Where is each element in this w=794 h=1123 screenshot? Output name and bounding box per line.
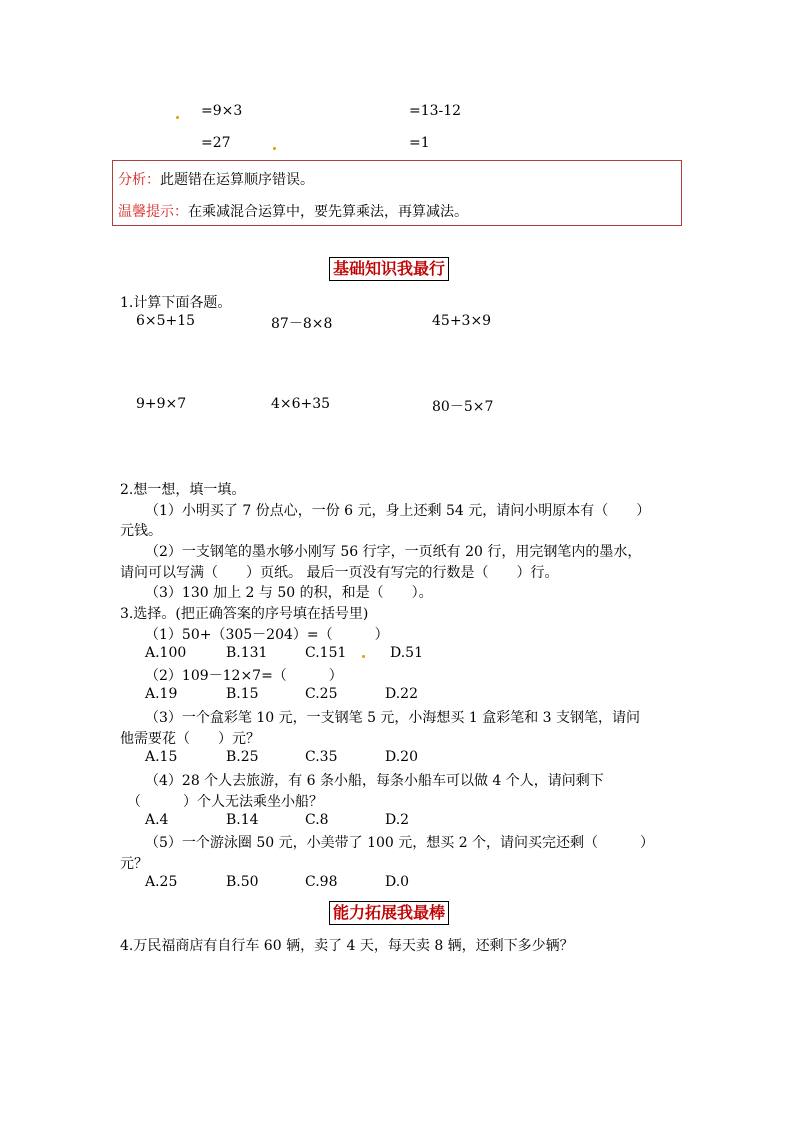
q3-option: C.8 <box>305 812 329 828</box>
decorative-dot <box>362 655 365 658</box>
q2-line: （1）小明买了 7 份点心，一份 6 元，身上还剩 54 元，请问小明原本有（ ） <box>145 503 651 519</box>
q3-option: C.25 <box>305 686 338 702</box>
q3-question: （3）一个盒彩笔 10 元，一支钢笔 5 元，小海想买 1 盒彩笔和 3 支钢笔，请问 <box>145 710 641 726</box>
q3-option: A.15 <box>145 749 178 765</box>
q2-title: 2.想一想，填一填。 <box>120 482 246 498</box>
q3-question: （4）28 个人去旅游，有 6 条小船，每条小船车可以做 4 个人，请问剩下 <box>145 773 604 789</box>
q3-question-cont: （ ）个人无法乘坐小船？ <box>127 794 323 810</box>
q1-title: 1.计算下面各题。 <box>120 295 232 311</box>
q1-expr: 80－5×7 <box>432 399 494 415</box>
tip-label: 温馨提示： <box>118 204 188 220</box>
q3-question: （1）50+（305－204）=（ ） <box>145 627 389 643</box>
q1-expr: 45+3×9 <box>432 313 492 329</box>
q3-option: A.4 <box>145 812 169 828</box>
q3-option: B.50 <box>226 874 259 890</box>
q2-line: （2）一支钢笔的墨水够小刚写 56 行字，一页纸有 20 行，用完钢笔内的墨水， <box>145 544 642 560</box>
q3-option: A.100 <box>145 645 187 661</box>
tip-text: 在乘减混合运算中，要先算乘法，再算减法。 <box>188 204 468 220</box>
analysis-text: 此题错在运算顺序错误。 <box>160 172 314 188</box>
q3-option: D.2 <box>385 812 410 828</box>
q3-question: （5）一个游泳圈 50 元，小美带了 100 元，想买 2 个，请问买完还剩（ ） <box>145 835 655 851</box>
analysis-box <box>112 160 682 226</box>
q2-line: 请问可以写满（ ）页纸。 最后一页没有写完的行数是（ ）行。 <box>120 565 559 581</box>
q3-option: C.151 <box>305 645 347 661</box>
q3-option: D.0 <box>385 874 410 890</box>
analysis-line <box>118 169 314 189</box>
section-title-basic: 基础知识我最行 <box>329 257 449 281</box>
decorative-dot <box>176 116 179 119</box>
q2-line: （3）130 加上 2 与 50 的积，和是（ ）。 <box>145 585 433 601</box>
q3-option: D.22 <box>385 686 418 702</box>
q3-option: D.20 <box>385 749 418 765</box>
calc-right-step1: =13-12 <box>409 103 462 119</box>
q3-option: B.131 <box>226 645 268 661</box>
q1-expr: 6×5+15 <box>136 313 196 329</box>
q3-question-cont: 元？ <box>120 856 148 872</box>
q3-question-cont: 他需要花（ ）元？ <box>120 731 260 747</box>
q3-title: 3.选择。(把正确答案的序号填在括号里) <box>120 606 369 622</box>
calc-right-step2: =1 <box>409 135 430 151</box>
calc-left-step2: =27 <box>201 135 231 151</box>
analysis-label: 分析： <box>118 172 160 188</box>
q3-option: C.98 <box>305 874 338 890</box>
q3-option: A.25 <box>145 874 178 890</box>
decorative-dot <box>273 147 276 150</box>
section-title-extension: 能力拓展我最棒 <box>329 901 449 925</box>
q3-option: B.25 <box>226 749 259 765</box>
q3-option: B.14 <box>226 812 259 828</box>
q1-expr: 4×6+35 <box>271 396 331 412</box>
q2-line: 元钱。 <box>120 523 162 539</box>
q3-option: A.19 <box>145 686 178 702</box>
q1-expr: 9+9×7 <box>136 396 187 412</box>
tip-line <box>118 201 468 221</box>
q3-option: C.35 <box>305 749 338 765</box>
q1-expr: 87－8×8 <box>271 316 333 332</box>
q3-option: B.15 <box>226 686 259 702</box>
calc-left-step1: =9×3 <box>201 103 243 119</box>
q3-option: D.51 <box>390 645 423 661</box>
q4-text: 4.万民福商店有自行车 60 辆，卖了 4 天，每天卖 8 辆，还剩下多少辆？ <box>120 938 574 954</box>
q3-question: （2）109－12×7=（ ） <box>145 668 343 684</box>
